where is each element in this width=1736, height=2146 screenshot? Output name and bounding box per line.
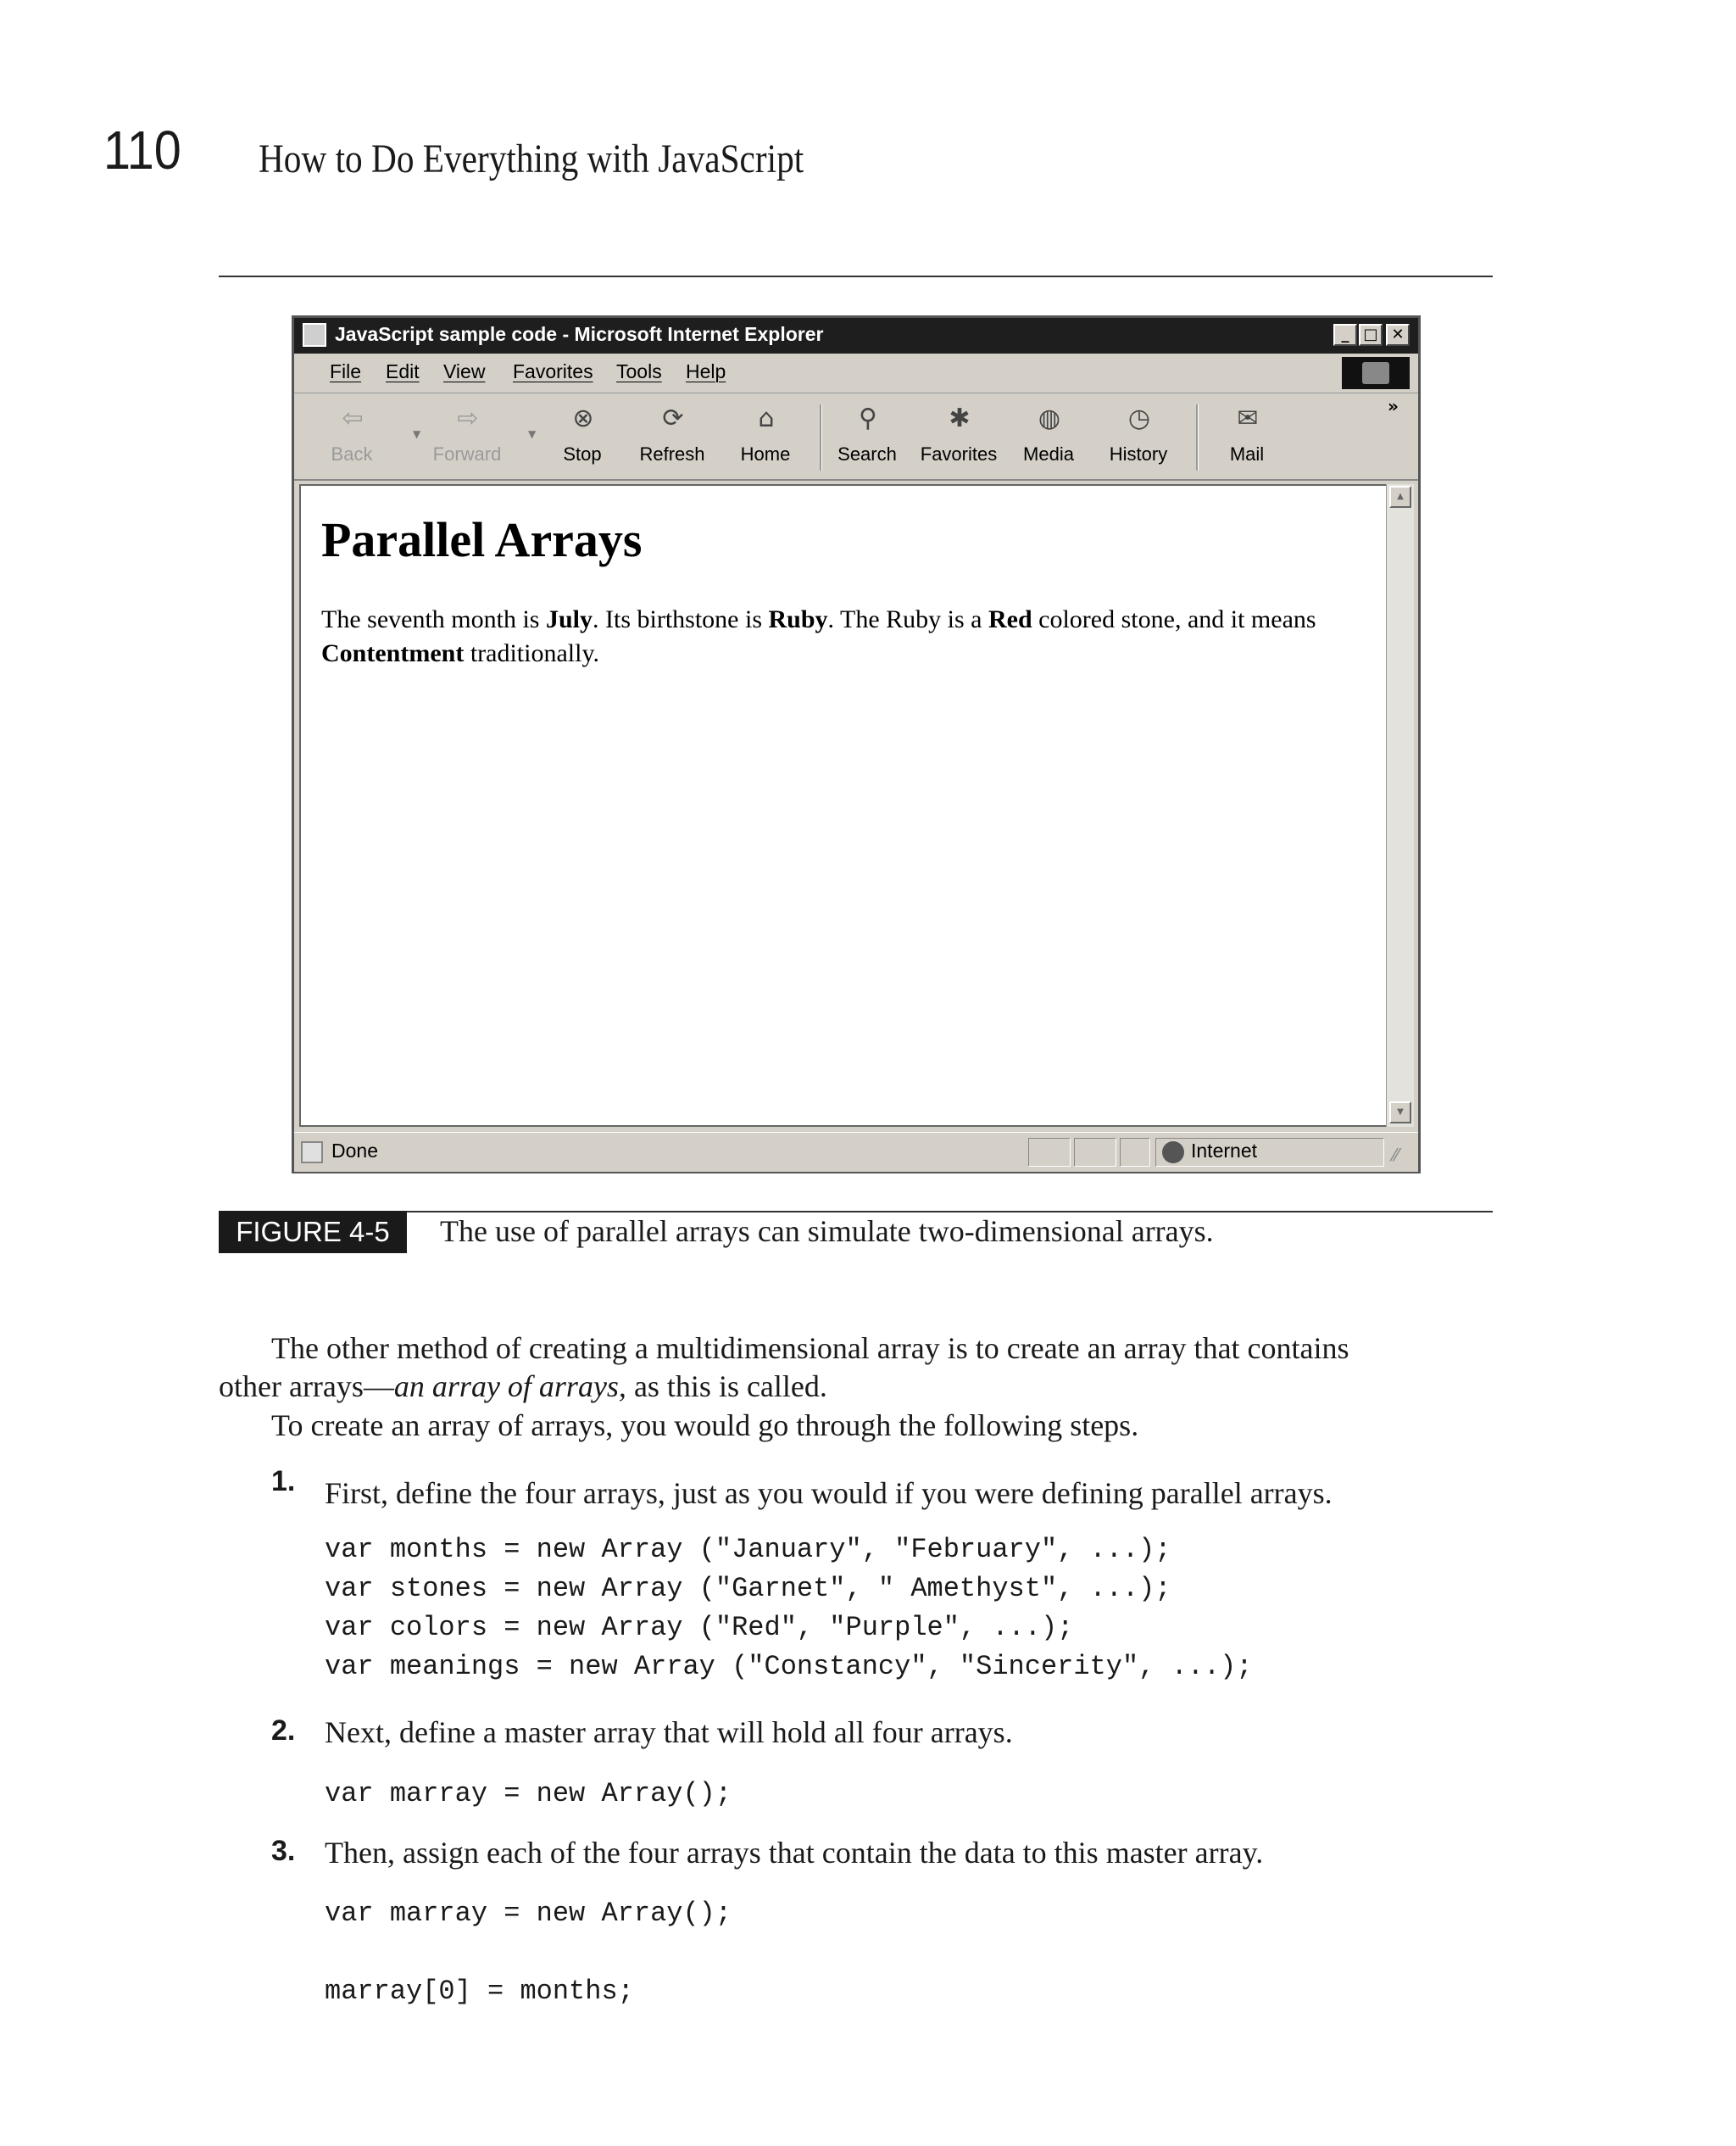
figure-caption: The use of parallel arrays can simulate two-dimensional arrays. xyxy=(440,1214,1214,1248)
step-number: 1. xyxy=(271,1465,296,1497)
home-label: Home xyxy=(740,443,791,465)
color-value: Red xyxy=(988,605,1032,633)
internet-globe-icon xyxy=(1162,1141,1184,1163)
status-panel xyxy=(1028,1138,1071,1167)
step-text: Next, define a master array that will hold all four arrays. xyxy=(325,1715,1013,1749)
step-text: First, define the four arrays, just as you would if you were defining parallel arrays. xyxy=(325,1476,1333,1510)
page-paragraph: The seventh month is July. Its birthstone is Ruby. The Ruby is a Red colored stone, and it means Contentment traditionally. xyxy=(321,605,1316,667)
code-block xyxy=(325,1530,1253,1686)
step-number: 2. xyxy=(271,1714,296,1747)
toolbar-separator xyxy=(820,404,822,471)
menu-view[interactable]: View xyxy=(443,360,486,382)
code-block xyxy=(325,1775,732,1814)
status-panel xyxy=(1120,1138,1150,1167)
search-icon: ⚲ xyxy=(859,404,877,433)
code-line: var marray = new Array(); xyxy=(325,1898,732,1929)
refresh-button[interactable] xyxy=(632,401,713,472)
history-button[interactable] xyxy=(1098,401,1179,472)
vertical-scrollbar[interactable] xyxy=(1386,484,1414,1127)
meaning-value: Contentment xyxy=(321,639,465,667)
ie-page-icon xyxy=(303,323,326,347)
step-text: Then, assign each of the four arrays that contain the data to this master array. xyxy=(325,1836,1264,1870)
forward-label: Forward xyxy=(432,443,502,465)
forward-button[interactable] xyxy=(426,401,508,472)
mail-button[interactable] xyxy=(1206,401,1288,472)
search-label: Search xyxy=(837,443,897,465)
minimize-button[interactable]: _ xyxy=(1333,324,1357,346)
code-line: marray[0] = months; xyxy=(325,1976,634,2007)
forward-arrow-icon: ⇨ xyxy=(457,404,479,433)
page-heading: Parallel Arrays xyxy=(321,512,643,567)
caption-rule xyxy=(219,1211,1493,1212)
search-button[interactable] xyxy=(826,401,908,472)
window-title: JavaScript sample code - Microsoft Internet Explorer xyxy=(335,323,824,345)
page-status-icon xyxy=(301,1141,323,1163)
step-number: 3. xyxy=(271,1835,296,1867)
forward-dropdown-icon[interactable]: ▼ xyxy=(528,428,537,440)
resize-grip-icon[interactable]: ⁄⁄ xyxy=(1393,1145,1399,1165)
page-number: 110 xyxy=(103,120,181,181)
security-zone: Internet xyxy=(1191,1140,1257,1162)
status-panel xyxy=(1074,1138,1116,1167)
code-line: var meanings = new Array ("Constancy", "Sincerity", ...); xyxy=(325,1651,1253,1682)
menu-favorites[interactable]: Favorites xyxy=(513,360,593,382)
stop-icon: ⊗ xyxy=(572,404,594,433)
mail-label: Mail xyxy=(1229,443,1265,465)
browser-window xyxy=(292,315,1421,1173)
refresh-label: Refresh xyxy=(639,443,705,465)
history-icon: ◷ xyxy=(1127,404,1151,433)
zone-panel xyxy=(1155,1138,1384,1167)
body-paragraph: To create an array of arrays, you would go through the following steps. xyxy=(271,1408,1139,1442)
back-label: Back xyxy=(331,443,373,465)
mail-icon: ✉ xyxy=(1237,404,1259,433)
page-viewport xyxy=(299,484,1386,1127)
home-icon: ⌂ xyxy=(758,404,775,433)
title-bar xyxy=(294,318,1418,354)
month-value: July xyxy=(545,605,593,633)
menu-file[interactable]: File xyxy=(330,360,362,382)
code-line: var marray = new Array(); xyxy=(325,1778,732,1809)
media-button[interactable] xyxy=(1008,401,1089,472)
status-text: Done xyxy=(331,1140,378,1162)
history-label: History xyxy=(1109,443,1168,465)
home-button[interactable] xyxy=(725,401,806,472)
toolbar xyxy=(294,394,1418,481)
code-line: var months = new Array ("January", "February", ...); xyxy=(325,1534,1171,1565)
figure-label: FIGURE 4-5 xyxy=(219,1211,407,1253)
scroll-up-icon[interactable]: ▲ xyxy=(1389,486,1411,508)
menu-bar xyxy=(294,354,1418,393)
code-line: var stones = new Array ("Garnet", " Amethyst", ...); xyxy=(325,1573,1171,1604)
stop-button[interactable] xyxy=(542,401,623,472)
menu-edit[interactable]: Edit xyxy=(386,360,420,382)
emphasis: an array of arrays, xyxy=(393,1369,626,1403)
stop-label: Stop xyxy=(563,443,602,465)
close-button[interactable]: ✕ xyxy=(1386,324,1410,346)
media-icon: ◍ xyxy=(1038,404,1061,433)
toolbar-overflow-chevron-icon[interactable]: » xyxy=(1388,396,1399,416)
refresh-icon: ⟳ xyxy=(662,404,684,433)
body-paragraph: The other method of creating a multidimensional array is to create an array that contains other arrays—an array of arrays, as this is called. xyxy=(219,1331,1349,1403)
header-rule xyxy=(219,276,1493,277)
maximize-button[interactable]: □ xyxy=(1359,324,1383,346)
code-line xyxy=(325,1933,732,1972)
back-dropdown-icon[interactable]: ▼ xyxy=(413,428,421,440)
media-label: Media xyxy=(1023,443,1074,465)
code-block xyxy=(325,1894,732,2011)
menu-tools[interactable]: Tools xyxy=(616,360,662,382)
menu-help[interactable]: Help xyxy=(686,360,726,382)
windows-logo-icon xyxy=(1342,357,1410,389)
scroll-down-icon[interactable]: ▼ xyxy=(1389,1101,1411,1123)
running-head: How to Do Everything with JavaScript xyxy=(259,137,804,181)
favorites-icon: ✱ xyxy=(949,404,971,433)
stone-value: Ruby xyxy=(768,605,828,633)
favorites-button[interactable] xyxy=(918,401,999,472)
toolbar-separator xyxy=(1196,404,1199,471)
favorites-label: Favorites xyxy=(920,443,998,465)
back-arrow-icon: ⇦ xyxy=(342,404,364,433)
back-button[interactable] xyxy=(311,401,392,472)
code-line: var colors = new Array ("Red", "Purple", ...); xyxy=(325,1612,1074,1643)
status-bar xyxy=(294,1132,1418,1172)
